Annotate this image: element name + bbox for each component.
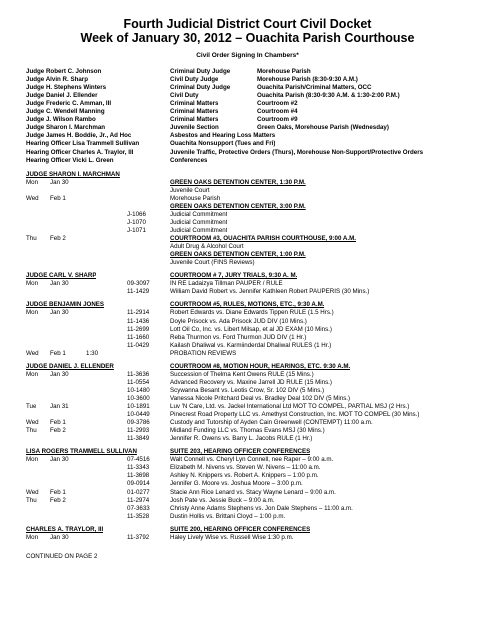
entry-description: Adult Drug & Alcohol Court [170,243,244,251]
entry-description: Advanced Recovery vs. Maxine Jarrell JD RULE (15 Mins.) [170,378,332,386]
entry-description: Reba Thurmon vs. Ford Thurmon JUD DIV (1 Hr.) [170,333,307,341]
docket-entry [0,513,495,521]
docket-entry [0,379,495,387]
entry-description: William David Robert vs. Jennifer Kathleen Robert PAUPERIS (30 Mins.) [170,288,370,296]
entry-case-number: 11-2914 [127,309,150,317]
entry-description: Robert Edwards vs. Diane Edwards Tippen RULE (1.5 Hrs.) [170,309,334,317]
judge-name: Judge C. Wendell Manning [26,108,105,116]
entry-case-number: 11-2699 [127,325,150,333]
entry-description: Stacie Ann Rice Lenard vs. Stacy Wayne Lenard – 9:00 a.m. [170,488,336,496]
entry-case-number: 07-3633 [127,504,150,512]
entry-description: Elizabeth M. Nivens vs. Steven W. Nivens – 11:00 a.m. [170,464,321,472]
docket-entry [0,342,495,350]
entry-description: Lott Oil Co, Inc. vs. Libert Milsap, et al JD EXAM (10 Mins.) [170,325,332,333]
entry-day: Tue [26,403,37,410]
section-judge-name: JUDGE DANIEL J. ELLENDER [26,362,114,370]
judge-assignment-row [0,124,495,132]
judge-assignment-row [0,100,495,108]
judge-assignment-row [0,68,495,76]
entry-description: COURTROOM #3, OUACHITA PARISH COURTHOUSE, 9:00 A.M. [170,235,356,242]
docket-entry [0,427,495,435]
judge-role: Juvenile Traffic, Protective Orders (Thurs), Morehouse Non-Support/Protective Orders [170,148,424,156]
docket-entry [0,403,495,411]
entry-description: Ashley N. Knippers vs. Robert A. Knippers – 1:00 p.m. [170,472,319,480]
entry-description: PROBATION REVIEWS [170,349,237,357]
entry-description: Dustin Hollis vs. Brittani Cloyd – 1:00 p.m. [170,512,286,520]
judge-name: Judge Daniel J. Ellender [26,92,98,100]
docket-entry [0,534,495,542]
entry-case-number: 11-1660 [127,333,150,341]
judge-name: Judge J. Wilson Rambo [26,116,96,124]
judge-role: Criminal Duty Judge [170,68,231,75]
judge-name: Judge H. Stephens Winters [26,84,107,92]
entry-case-number: 01-0277 [127,488,150,496]
entry-description: Doyle Prisock vs. Ada Prisock JUD DIV (10 Mins.) [170,317,307,325]
continued-text: CONTINUED ON PAGE 2 [26,552,98,560]
judge-role: Criminal Duty Judge [170,84,231,92]
section-header [0,171,495,179]
entry-case-number: 11-3849 [127,435,150,443]
entry-description: Judicial Commitment [170,218,228,226]
judge-assignment-row [0,157,495,165]
docket-entry [0,350,495,358]
entry-case-number: 11-3792 [127,533,150,541]
judge-role: Conferences [170,156,208,164]
entry-description: Christy Anne Adams Stephens vs. Jon Dale Stephens – 11:00 a.m. [170,504,353,512]
entry-day: Wed [26,419,39,427]
entry-description: IN RE Ladaizya Tillman PAUPER / RULE [170,280,283,288]
entry-day: Mon [26,370,39,378]
entry-description: Haley Lively Wise vs. Russell Wise 1:30 p.m. [170,533,294,541]
entry-description: Juvenile Court [170,186,210,194]
entry-case-number: 10-1891 [127,403,150,410]
judge-location: Ouachita Parish/Criminal Matters, OCC [257,84,372,92]
section-header [0,301,495,309]
entry-description: Morehouse Parish [170,194,221,202]
judge-role: Ouachita Nonsupport (Tues and Fri) [170,140,276,148]
entry-case-number: 11-0429 [127,341,150,349]
section-judge-name: LISA ROGERS TRAMMELL SULLIVAN [26,448,137,456]
section-header [0,272,495,280]
judge-role: Criminal Matters [170,100,219,108]
judge-name: Hearing Officer Lisa Trammell Sullivan [26,140,140,148]
section-courtroom: COURTROOM #8, MOTION HOUR, HEARINGS, ETC. 9:30 A.M. [170,362,351,370]
section-courtroom: SUITE 200, HEARING OFFICER CONFERENCES [170,525,311,533]
judge-assignment-row [0,132,495,140]
entry-description: Judicial Commitment [170,210,228,218]
judge-name: Judge James H. Boddie, Jr., Ad Hoc [26,132,132,140]
docket-entry [0,235,495,243]
judge-name: Judge Sharon I. Marchman [26,124,106,132]
entry-day: Mon [26,456,39,464]
docket-entry [0,371,495,379]
entry-case-number: 09-3786 [127,419,150,427]
judge-assignment-row [0,149,495,157]
entry-date: Jan 30 [50,456,69,464]
docket-entry [0,480,495,488]
order-signing-note: Civil Order Signing In Chambers* [196,52,299,59]
entry-description: Walt Connell vs. Cheryl Lyn Connell, nee Raper – 9:00 a.m. [170,456,334,464]
entry-case-number: J-1070 [127,218,146,226]
docket-entry [0,288,495,296]
docket-entry [0,309,495,317]
section-judge-name: JUDGE SHARON I. MARCHMAN [26,170,120,178]
entry-description: Jennifer G. Moore vs. Joshua Moore – 3:00 p.m. [170,480,303,488]
entry-case-number: 09-0914 [127,480,150,488]
section-header [0,526,495,534]
docket-entry [0,411,495,419]
entry-date: Feb 2 [50,496,66,504]
entry-date: Jan 31 [50,403,69,410]
docket-entry [0,472,495,480]
entry-time: 1:30 [86,349,99,357]
entry-description: Midland Funding LLC vs. Thomas Evans MSJ (30 Mins.) [170,427,325,435]
section-courtroom: SUITE 203, HEARING OFFICER CONFERENCES [170,448,311,456]
section-judge-name: JUDGE CARL V. SHARP [26,272,97,280]
section-courtroom: COURTROOM # 7, JURY TRIALS, 9:30 A. M. [170,272,298,280]
entry-case-number: J-1071 [127,227,146,234]
docket-entry [0,387,495,395]
entry-description: Custody and Tutorship of Ayden Cain Greenwell (CONTEMPT) 11:00 a.m. [170,419,373,427]
docket-entry [0,505,495,513]
entry-description: Judicial Commitment [170,227,228,234]
entry-description: GREEN OAKS DETENTION CENTER, 3:00 P.M. [170,202,306,210]
section-judge-name: JUDGE BENJAMIN JONES [26,301,105,309]
entry-day: Wed [26,194,39,202]
entry-description: Succession of Thelma Kent Owens RULE (15 Mins.) [170,370,314,378]
entry-case-number: 11-2974 [127,496,150,504]
judge-name: Judge Robert C. Johnson [26,68,102,75]
section-judge-name: CHARLES A. TRAYLOR, III [26,525,104,533]
docket-entry [0,211,495,219]
judge-location: Morehouse Parish [257,68,311,75]
entry-date: Jan 30 [50,280,69,288]
judge-location: Courtroom #9 [257,116,298,124]
judge-name: Judge Alvin R. Sharp [26,76,88,83]
judge-role: Criminal Matters [170,116,219,124]
entry-case-number: 10-1480 [127,386,150,394]
docket-entry [0,203,495,211]
judge-role: Juvenile Section [170,124,219,132]
docket-entry [0,243,495,251]
entry-day: Thu [26,427,37,435]
docket-entry [0,219,495,227]
entry-description: Luv 'N Care, Ltd. vs. Jackel International Ltd MOT TO COMPEL, PARTIAL MSJ (2 Hrs.) [170,403,410,410]
entry-date: Feb 1 [50,194,66,202]
docket-entry [0,280,495,288]
entry-case-number: 10-0449 [127,411,150,418]
docket-entry [0,318,495,326]
docket-entry [0,395,495,403]
judge-role: Asbestos and Hearing Loss Matters [170,132,276,140]
entry-day: Mon [26,533,39,541]
section-header [0,363,495,371]
judge-assignment-row [0,116,495,124]
entry-date: Feb 1 [50,488,66,496]
entry-description: Pinecrest Road Property LLC vs. Amethyst Construction, Inc. MOT TO COMPEL (30 Mins.) [170,411,420,418]
entry-day: Thu [26,235,37,242]
docket-entry [0,227,495,235]
entry-date: Feb 1 [50,349,66,357]
entry-date: Jan 30 [50,309,69,317]
entry-description: GREEN OAKS DETENTION CENTER, 1:00 P.M. [170,251,306,259]
section-header [0,448,495,456]
docket-entry [0,489,495,497]
entry-case-number: 11-0554 [127,378,150,386]
docket-entry [0,251,495,259]
entry-date: Feb 2 [50,427,66,435]
entry-date: Feb 2 [50,235,66,242]
judge-role: Civil Duty [170,92,199,100]
docket-entry [0,334,495,342]
judge-assignment-row [0,76,495,84]
entry-day: Wed [26,349,39,357]
entry-date: Jan 30 [50,178,69,186]
entry-date: Feb 1 [50,419,66,427]
docket-entry [0,419,495,427]
judge-role: Criminal Matters [170,108,219,116]
judge-location: Courtroom #2 [257,100,298,108]
judge-assignment-row [0,140,495,148]
entry-case-number: 11-3636 [127,370,150,378]
entry-description: Josh Pate vs. Jessie Buck – 9:00 a.m. [170,496,275,504]
entry-case-number: 11-3343 [127,464,150,472]
docket-entry [0,464,495,472]
entry-description: GREEN OAKS DETENTION CENTER, 1:30 P.M. [170,178,306,186]
entry-case-number: 11-3698 [127,472,150,480]
docket-title: Fourth Judicial District Court Civil Docket [123,17,372,31]
judge-name: Judge Frederic C. Amman, III [26,100,112,108]
entry-day: Mon [26,309,39,317]
docket-entry [0,195,495,203]
entry-case-number: 11-1429 [127,288,150,296]
entry-day: Thu [26,496,37,504]
judge-assignment-row [0,84,495,92]
docket-entry [0,456,495,464]
entry-description: Jennifer R. Owens vs. Barry L. Jacobs RULE (1 Hr.) [170,435,313,443]
entry-description: Vanessa Nicole Pritchard Deal vs. Bradley Deal 102 DIV (5 Mins.) [170,394,351,402]
entry-case-number: 07-4516 [127,456,150,464]
docket-entry [0,179,495,187]
entry-description: Juvenile Court (FINS Reviews) [170,259,255,267]
entry-description: Scywanna Besant vs. Leotis Crow, Sr. 102 DIV (5 Mins.) [170,386,325,394]
judge-assignment-row [0,108,495,116]
docket-entry [0,259,495,267]
judge-name: Hearing Officer Vicki L. Green [26,156,114,164]
judge-location: Green Oaks, Morehouse Parish (Wednesday) [257,124,389,132]
docket-entry [0,435,495,443]
judge-name: Hearing Officer Charles A. Traylor, III [26,148,134,156]
docket-entry [0,326,495,334]
entry-case-number: 09-3097 [127,280,150,288]
entry-case-number: 11-3528 [127,512,150,520]
judge-assignment-row [0,92,495,100]
section-courtroom: COURTROOM #5, RULES, MOTIONS, ETC., 9:30 A.M. [170,301,325,309]
docket-entry [0,497,495,505]
judge-location: Courtroom #4 [257,108,298,116]
entry-case-number: J-1066 [127,210,146,218]
continued-note [0,553,495,561]
entry-date: Jan 30 [50,370,69,378]
judge-location: Ouachita Parish (8:30-9:30 A.M. & 1:30-2:00 P.M.) [257,92,400,100]
docket-entry [0,187,495,195]
docket-subtitle-week: Week of January 30, 2012 – Ouachita Parish Courthouse [80,31,415,45]
entry-day: Mon [26,178,39,186]
entry-case-number: 10-3600 [127,394,150,402]
entry-case-number: 11-1436 [127,317,150,325]
entry-description: Kailash Dhaliwal vs. Karmiinderdal Dhaliwal RULES (1 Hr.) [170,341,332,349]
entry-date: Jan 30 [50,533,69,541]
entry-case-number: 11-2993 [127,427,150,435]
judge-location: Morehouse Parish (8:30-9:30 A.M.) [257,76,358,83]
entry-day: Mon [26,280,39,288]
judge-role: Civil Duty Judge [170,76,219,83]
entry-day: Wed [26,488,39,496]
